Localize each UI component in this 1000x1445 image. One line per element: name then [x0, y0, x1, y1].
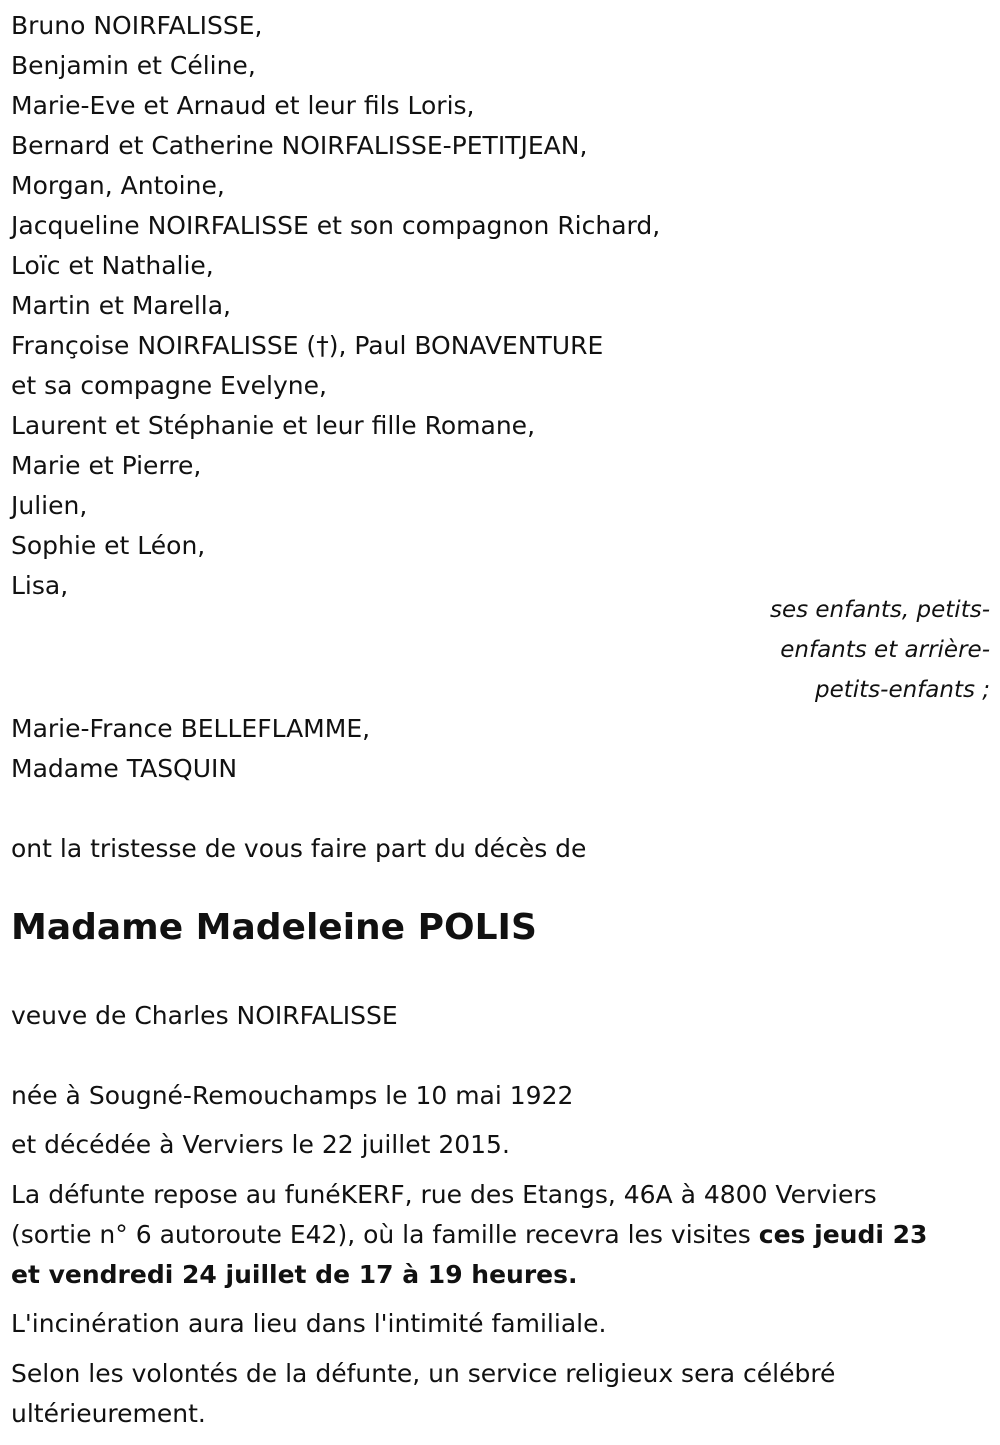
- family-name-line: Marie et Pierre,: [11, 451, 202, 480]
- visitation-hours-bold: et vendredi 24 juillet de 17 à 19 heures.: [11, 1260, 578, 1289]
- visitation-text: (sortie n° 6 autoroute E42), où la famille recevra les visites: [11, 1220, 759, 1249]
- family-name-line: Bernard et Catherine NOIRFALISSE-PETITJEAN,: [11, 131, 588, 160]
- visitation-line: La défunte repose au funéKERF, rue des Etangs, 46A à 4800 Verviers: [11, 1180, 877, 1209]
- visitation-paragraph: [11, 1175, 986, 1295]
- family-name-line: Sophie et Léon,: [11, 531, 206, 560]
- service-line: ultérieurement.: [11, 1399, 206, 1428]
- visitation-line: [11, 1215, 986, 1255]
- family-name-line: Martin et Marella,: [11, 291, 231, 320]
- family-name-line: Bruno NOIRFALISSE,: [11, 11, 263, 40]
- cremation-text: L'incinération aura lieu dans l'intimité familiale.: [11, 1309, 607, 1338]
- other-mourner-line: Marie-France BELLEFLAMME,: [11, 714, 371, 743]
- family-name-line: Jacqueline NOIRFALISSE et son compagnon Richard,: [11, 211, 661, 240]
- service-line: Selon les volontés de la défunte, un service religieux sera célébré: [11, 1359, 836, 1388]
- death-text: et décédée à Verviers le 22 juillet 2015.: [11, 1130, 510, 1159]
- relation-line: enfants et arrière-: [780, 637, 990, 663]
- announcement-text: ont la tristesse de vous faire part du décès de: [11, 834, 587, 863]
- family-name-line: Loïc et Nathalie,: [11, 251, 214, 280]
- other-mourners-list: [11, 709, 370, 789]
- service-paragraph: [11, 1354, 986, 1434]
- family-name-line: Benjamin et Céline,: [11, 51, 256, 80]
- family-name-line: Laurent et Stéphanie et leur fille Romane,: [11, 411, 536, 440]
- family-name-line: Morgan, Antoine,: [11, 171, 225, 200]
- widow-of-text: veuve de Charles NOIRFALISSE: [11, 1001, 398, 1030]
- other-mourner-line: Madame TASQUIN: [11, 754, 238, 783]
- relation-line: petits-enfants ;: [814, 677, 990, 703]
- relation-line: ses enfants, petits-: [769, 597, 990, 623]
- family-name-line: Julien,: [11, 491, 88, 520]
- family-name-line: Lisa,: [11, 571, 69, 600]
- family-names-list: [11, 6, 660, 606]
- visitation-dates-bold: ces jeudi 23: [758, 1220, 928, 1249]
- family-relation: [690, 590, 990, 710]
- family-name-line: Françoise NOIRFALISSE (†), Paul BONAVENTURE: [11, 331, 604, 360]
- family-name-line: Marie-Eve et Arnaud et leur fils Loris,: [11, 91, 475, 120]
- birth-text: née à Sougné-Remouchamps le 10 mai 1922: [11, 1081, 574, 1110]
- deceased-name: Madame Madeleine POLIS: [11, 907, 537, 948]
- visitation-line: [11, 1255, 986, 1295]
- family-name-line: et sa compagne Evelyne,: [11, 371, 327, 400]
